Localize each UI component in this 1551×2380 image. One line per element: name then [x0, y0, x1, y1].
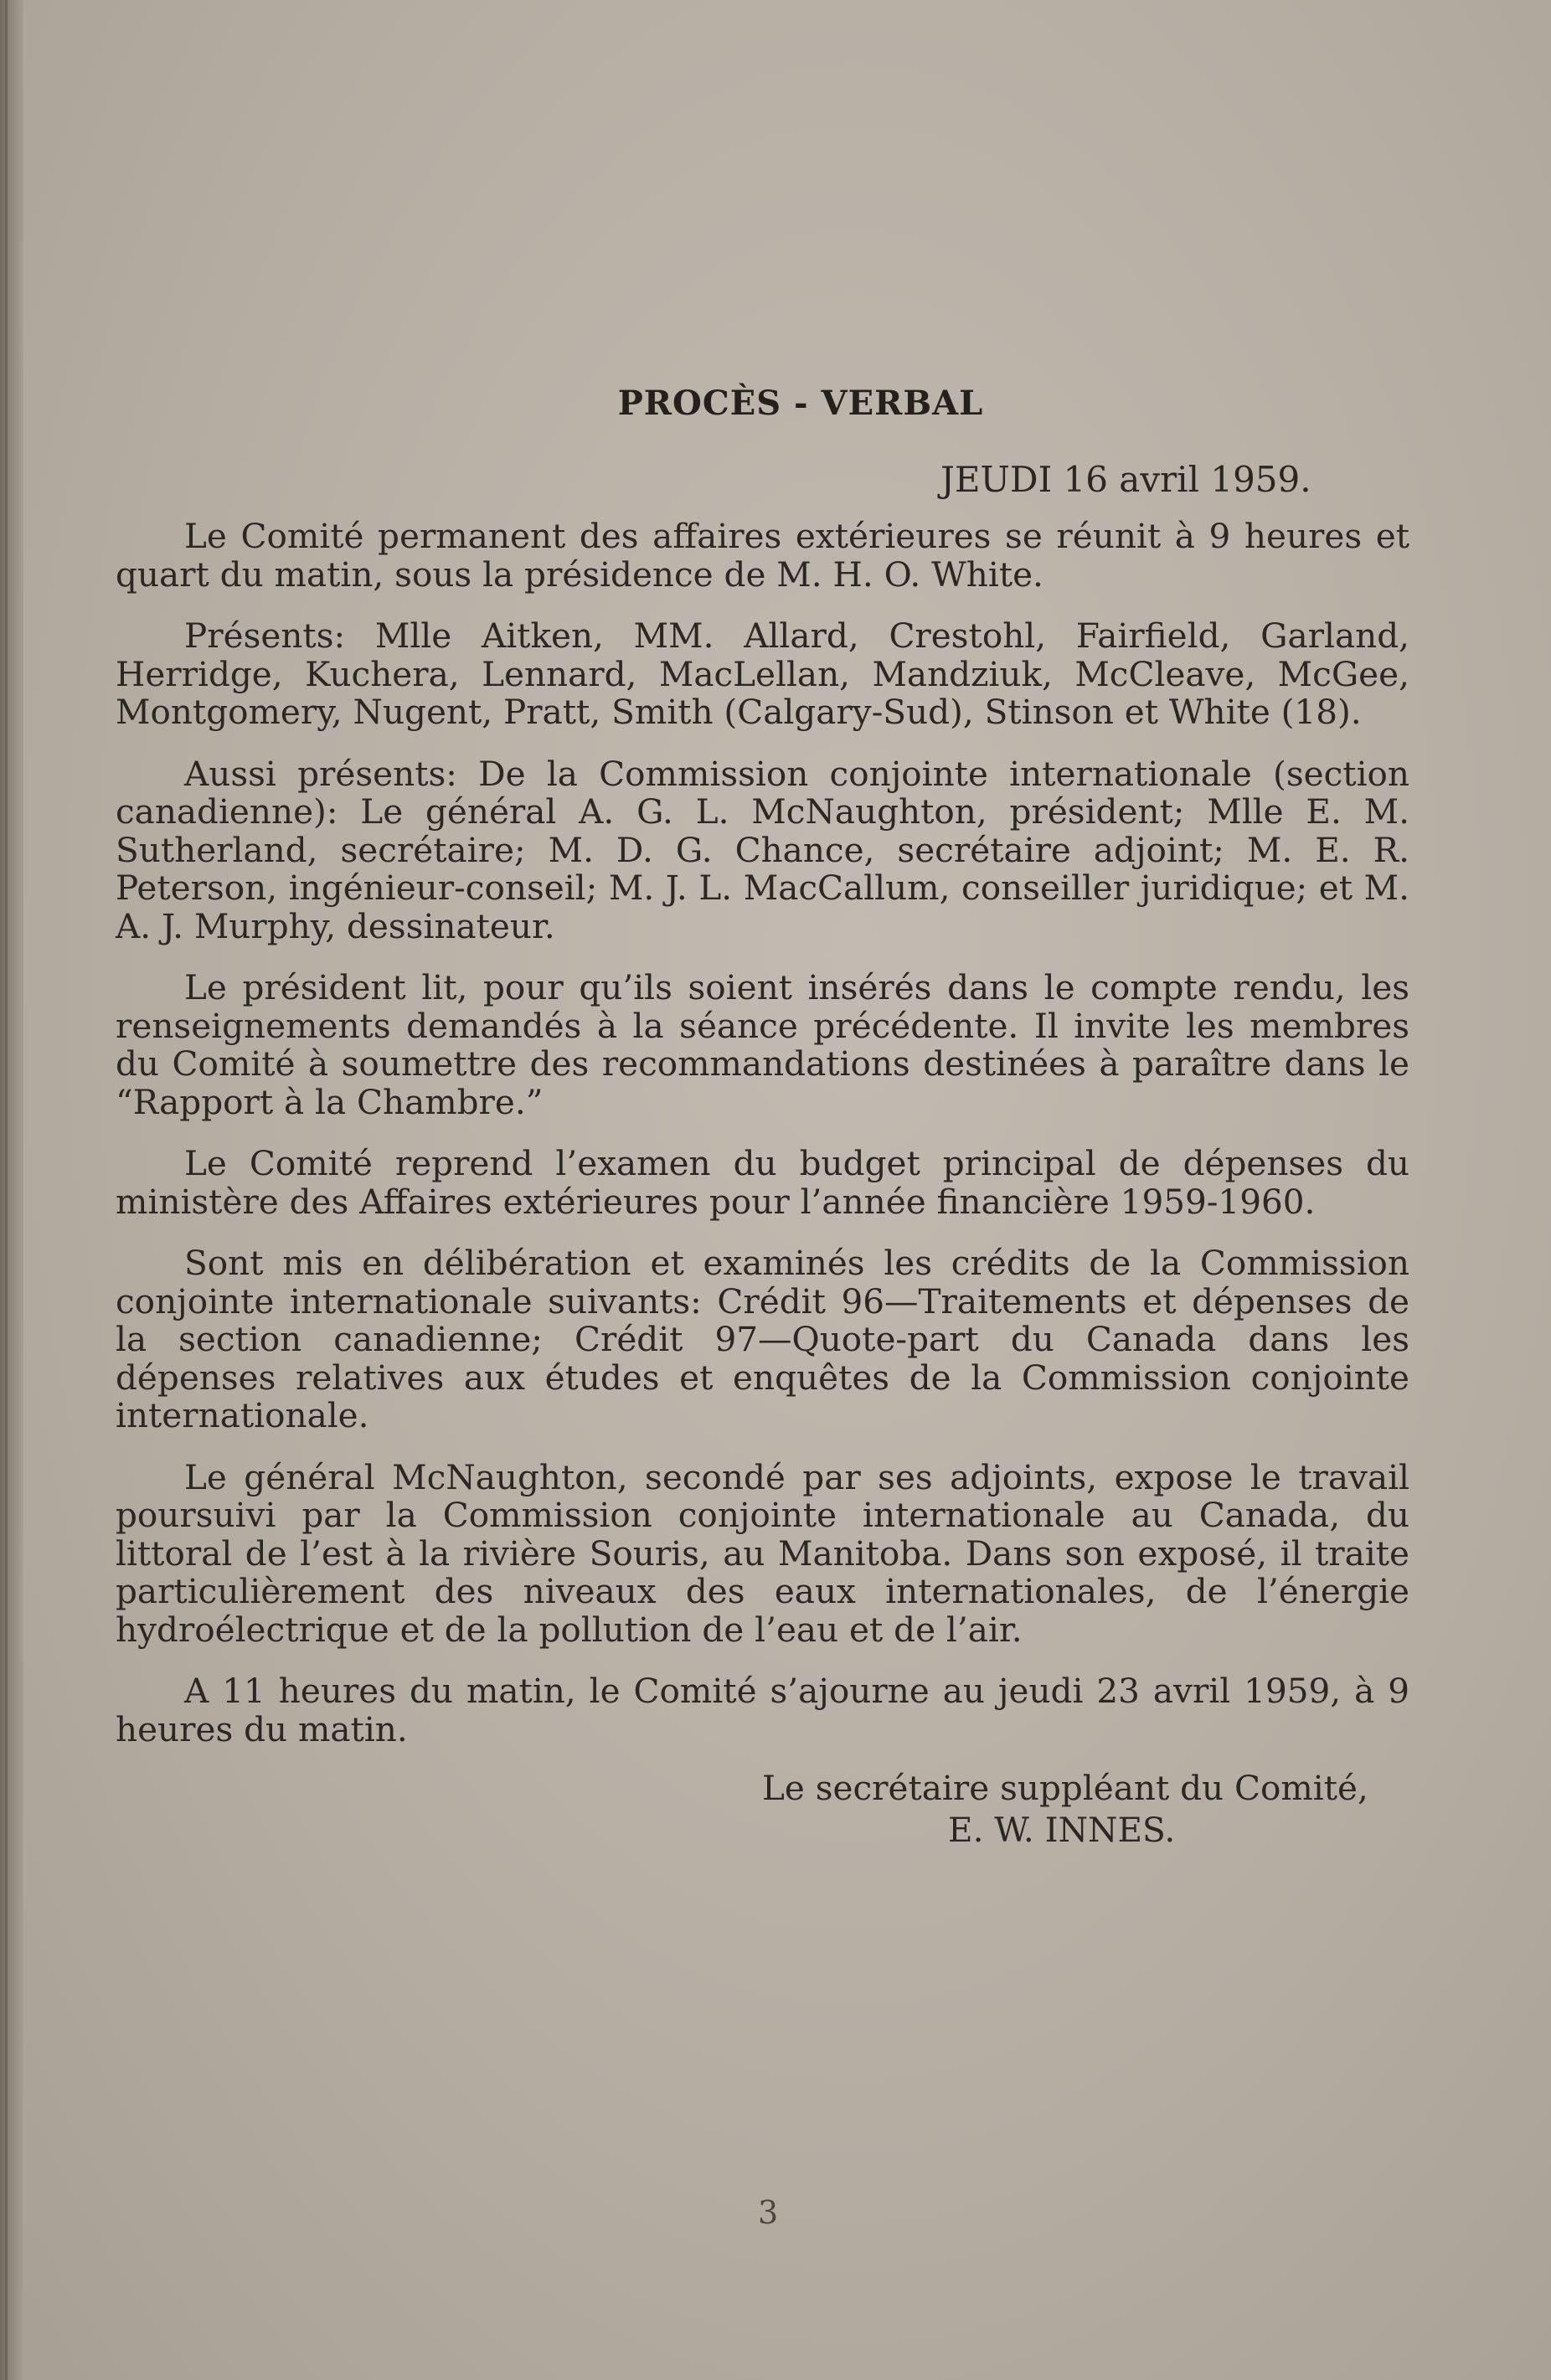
signature-name: E. W. INNES.: [948, 1810, 1176, 1850]
meeting-date: JEUDI 16 avril 1959.: [940, 459, 1311, 500]
page-binding-edge: [0, 0, 23, 2380]
paragraph-chair-reads: Le président lit, pour qu’ils soient insérés dans le compte rendu, les renseignements demandés à la séance précédente. Il invite les membres du Comité à soumettre des recommandations destinées à paraître dans le “Rapport à la Chambre.”: [116, 967, 1409, 1122]
signature-title: Le secrétaire suppléant du Comité,: [762, 1768, 1368, 1808]
document-heading: PROCÈS - VERBAL: [617, 384, 984, 423]
paragraph-budget-review: Le Comité reprend l’examen du budget principal de dépenses du ministère des Affaires extérieures pour l’année financière 1959-1960.: [116, 1143, 1409, 1222]
paragraph-attendees: Présents: Mlle Aitken, MM. Allard, Crestohl, Fairfield, Garland, Herridge, Kuchera, Lennard, MacLellan, Mandziuk, McCleave, McGee, Montgomery, Nugent, Pratt, Smith (Calgary-Sud), Stinson et White (18).: [116, 616, 1409, 732]
document-body: [116, 518, 1409, 1772]
paragraph-opening: Le Comité permanent des affaires extérieures se réunit à 9 heures et quart du matin, sous la présidence de M. H. O. White.: [116, 516, 1409, 595]
page-number: 3: [758, 2194, 779, 2231]
signature-block: [762, 1767, 1368, 1851]
paragraph-credits: Sont mis en délibération et examinés les crédits de la Commission conjointe internationale suivants: Crédit 96—Traitements et dépenses de la section canadienne; Crédit 97—Quote-part du Canada dans les dépenses relatives aux études et enquêtes de la Commission conjointe internationale.: [116, 1243, 1409, 1435]
page-binding-line: [5, 0, 8, 2380]
paragraph-adjournment: A 11 heures du matin, le Comité s’ajourne au jeudi 23 avril 1959, à 9 heures du matin.: [116, 1671, 1409, 1749]
paragraph-mcnaughton: Le général McNaughton, secondé par ses adjoints, expose le travail poursuivi par la Commission conjointe internationale au Canada, du littoral de l’est à la rivière Souris, au Manitoba. Dans son exposé, il traite particulièrement des niveaux des eaux internationales, de l’énergie hydroélectrique et de la pollution de l’eau et de l’air.: [116, 1456, 1409, 1650]
paragraph-also-present: Aussi présents: De la Commission conjointe internationale (section canadienne): Le général A. G. L. McNaughton, président; Mlle E. M. Sutherland, secrétaire; M. D. G. Chance, secrétaire adjoint; M. E. R. Peterson, ingénieur-conseil; M. J. L. MacCallum, conseiller juridique; et M. A. J. Murphy, dessinateur.: [116, 753, 1409, 946]
